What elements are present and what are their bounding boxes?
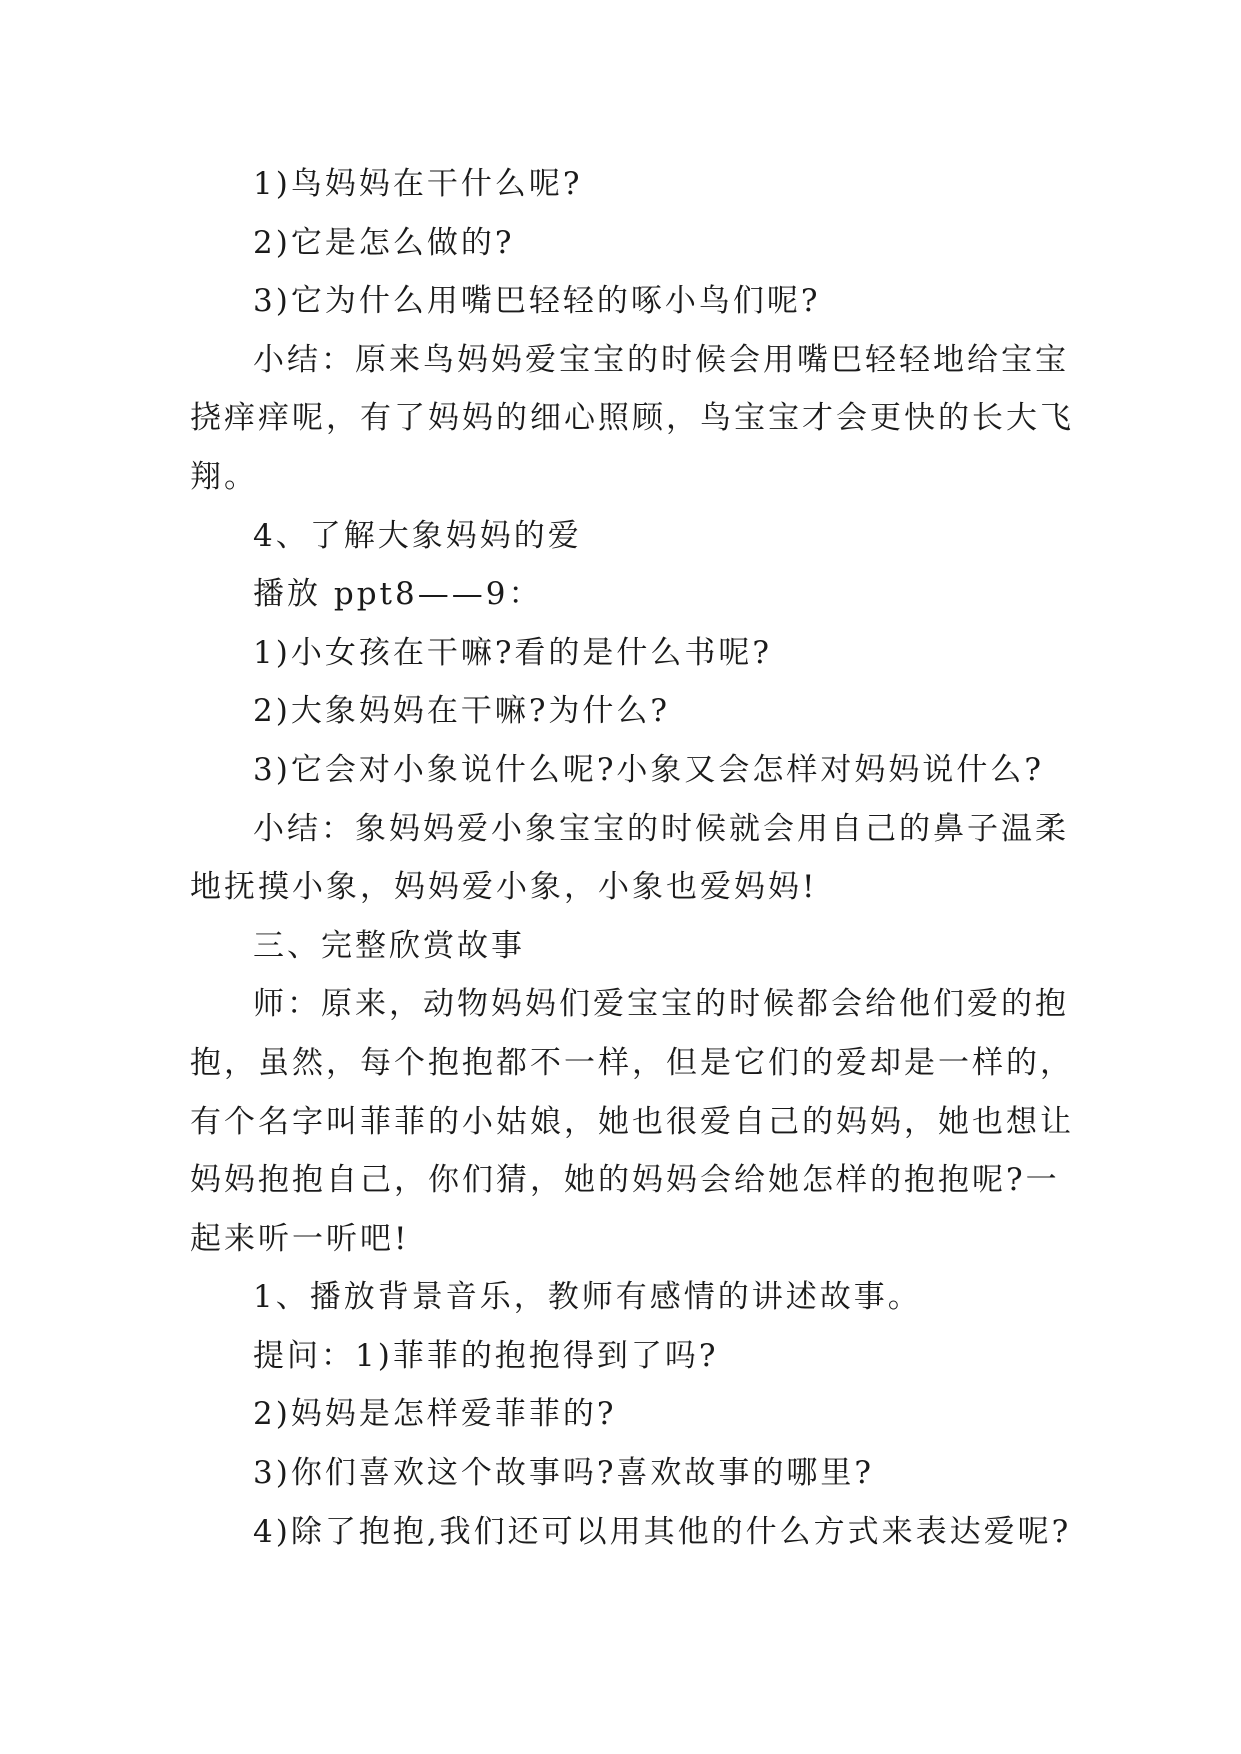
section-heading: 4、了解大象妈妈的爱: [253, 517, 582, 554]
text-line: 2)它是怎么做的?: [253, 224, 515, 261]
document-body: [190, 155, 1074, 1561]
text-line: 起来听一听吧!: [190, 1220, 410, 1257]
text-line: 师：原来，动物妈妈们爱宝宝的时候都会给他们爱的抱: [253, 986, 1069, 1023]
text-line: 妈妈抱抱自己，你们猜，她的妈妈会给她怎样的抱抱呢?一: [190, 1162, 1060, 1199]
text-line: 小结：象妈妈爱小象宝宝的时候就会用自己的鼻子温柔: [253, 810, 1069, 847]
text-line: 1)鸟妈妈在干什么呢?: [253, 166, 583, 202]
text-line: 小结：原来鸟妈妈爱宝宝的时候会用嘴巴轻轻地给宝宝: [253, 341, 1069, 378]
text-line: 2)妈妈是怎样爱菲菲的?: [253, 1396, 617, 1433]
text-line: 1)小女孩在干嘛?看的是什么书呢?: [253, 634, 773, 671]
section-heading: 三、完整欣赏故事: [253, 927, 525, 964]
text-line: 播放 ppt8——9：: [253, 576, 543, 613]
text-line: 2)大象妈妈在干嘛?为什么?: [253, 693, 671, 730]
text-line: 1、播放背景音乐，教师有感情的讲述故事。: [253, 1279, 922, 1316]
text-line: 3)你们喜欢这个故事吗?喜欢故事的哪里?: [253, 1455, 875, 1492]
text-line: 抱，虽然，每个抱抱都不一样，但是它们的爱却是一样的，: [190, 1044, 1074, 1081]
text-line: 翔。: [190, 458, 258, 495]
text-line: 地抚摸小象，妈妈爱小象，小象也爱妈妈!: [190, 869, 818, 906]
text-line: 提问：1)菲菲的抱抱得到了吗?: [253, 1337, 719, 1374]
text-line: 挠痒痒呢，有了妈妈的细心照顾，鸟宝宝才会更快的长大飞: [190, 400, 1074, 437]
text-line: 有个名字叫菲菲的小姑娘，她也很爱自己的妈妈，她也想让: [190, 1103, 1074, 1140]
text-line: 4)除了抱抱,我们还可以用其他的什么方式来表达爱呢?: [253, 1513, 1072, 1550]
text-line: 3)它会对小象说什么呢?小象又会怎样对妈妈说什么?: [253, 751, 1045, 788]
text-line: 3)它为什么用嘴巴轻轻的啄小鸟们呢?: [253, 283, 821, 320]
